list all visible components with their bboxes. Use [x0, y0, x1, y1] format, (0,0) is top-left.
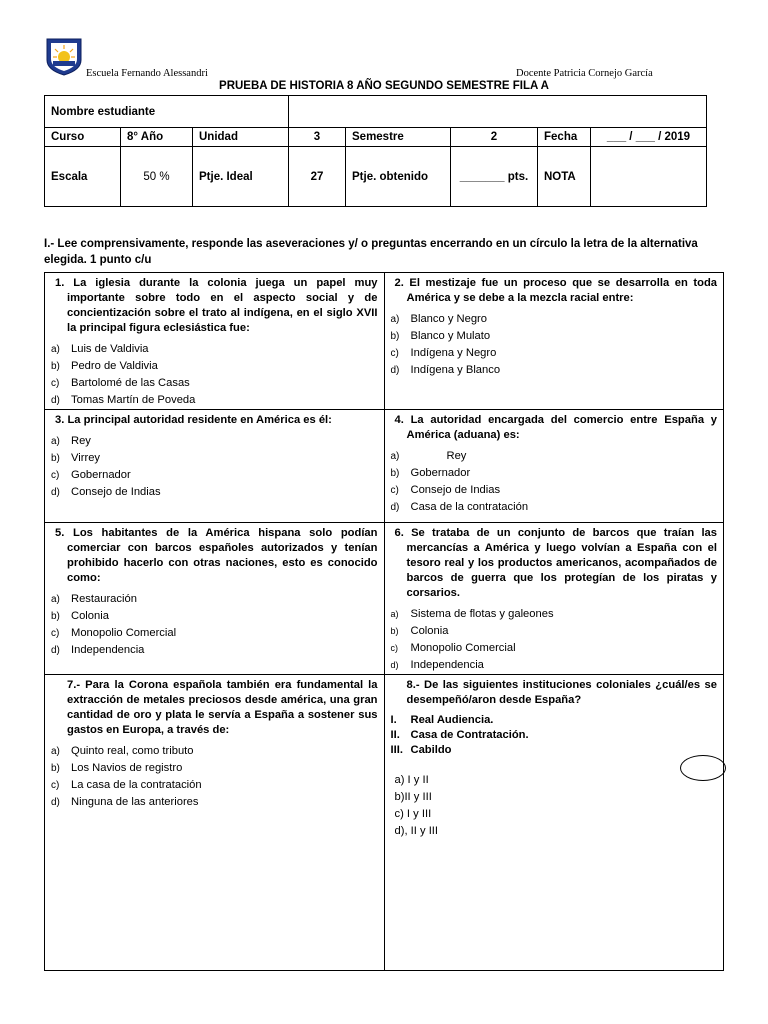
- q6-option-d[interactable]: [391, 657, 718, 674]
- q8-item-3: [391, 743, 718, 758]
- q4-a-text: Rey: [446, 450, 467, 462]
- question-7-text: 7.- Para la Corona española también era fundamental la extracción de metales preciosos desde américa, una gran cantidad de oro y plata le servía a España a sostener sus gastos en Europa, a través de:: [67, 679, 378, 736]
- q4-c-text: Consejo de Indias: [410, 484, 501, 496]
- question-1-text: 1. La iglesia durante la colonia juega un papel muy importante sobre todo en el aspecto social y de concientización sobre el trato al indígena, en el siglo XVII la principal figura eclesiástica fue:: [55, 277, 378, 334]
- q4-option-d[interactable]: [391, 499, 718, 516]
- question-1: [45, 273, 385, 410]
- q4-option-a[interactable]: [391, 448, 718, 465]
- q3-b-letter: b): [51, 453, 60, 464]
- q2-a-letter: a): [390, 314, 400, 325]
- q1-d-letter: d): [51, 395, 60, 406]
- unidad-label: Unidad: [193, 128, 289, 147]
- q8-item-3-label: Cabildo: [410, 744, 452, 756]
- q3-c-text: Gobernador: [71, 469, 131, 481]
- q8-option-a[interactable]: a) I y II: [394, 774, 429, 786]
- student-info-table: [44, 95, 707, 207]
- q2-a-text: Blanco y Negro: [410, 313, 487, 325]
- page-title: PRUEBA DE HISTORIA 8 AÑO SEGUNDO SEMESTRE FILA A: [219, 80, 549, 92]
- question-4: [384, 410, 724, 523]
- q7-option-b[interactable]: [51, 760, 378, 777]
- q4-b-letter: b): [390, 468, 400, 479]
- q5-a-letter: a): [51, 594, 60, 605]
- q8-item-2-label: Casa de Contratación.: [410, 729, 529, 741]
- q3-a-letter: a): [51, 436, 60, 447]
- q7-option-a[interactable]: [51, 743, 378, 760]
- question-8-text: 8.- De las siguientes instituciones coloniales ¿cuál/es se desempeñó/aron desde España?: [406, 679, 717, 706]
- q3-option-a[interactable]: [51, 433, 378, 450]
- q5-option-d[interactable]: [51, 642, 378, 659]
- q2-d-letter: d): [390, 365, 400, 376]
- q6-d-text: Independencia: [410, 659, 484, 671]
- question-6-text: 6. Se trataba de un conjunto de barcos que traían las mercancías a América y luego volvían a España con el tesoro real y los productos americanos, acompañados de barcos de guerra que los protegían de los piratas y corsarios.: [394, 527, 717, 599]
- escala-label: Escala: [45, 147, 121, 207]
- q8-item-2-num: II.: [390, 729, 400, 741]
- question-5: [45, 523, 385, 675]
- q7-d-letter: d): [51, 797, 60, 808]
- student-name-label: Nombre estudiante: [45, 96, 289, 128]
- q4-option-b[interactable]: [391, 465, 718, 482]
- q2-option-c[interactable]: [391, 345, 718, 362]
- q6-c-letter: c): [390, 643, 398, 653]
- question-4-text: 4. La autoridad encargada del comercio entre España y América (aduana) es:: [394, 414, 717, 441]
- curso-value: 8° Año: [121, 128, 193, 147]
- escala-value: 50 %: [121, 147, 193, 207]
- q5-option-b[interactable]: [51, 608, 378, 625]
- q2-c-letter: c): [390, 348, 399, 359]
- school-name: Escuela Fernando Alessandri: [86, 68, 208, 79]
- q3-a-text: Rey: [71, 435, 91, 447]
- question-8: [384, 675, 724, 971]
- q1-a-letter: a): [51, 344, 60, 355]
- semestre-value: 2: [451, 128, 538, 147]
- q8-item-1-num: I.: [390, 714, 397, 726]
- answer-circle-mark: [680, 755, 726, 781]
- question-7: [45, 675, 385, 971]
- fecha-field[interactable]: ___ / ___ / 2019: [591, 128, 707, 147]
- school-logo: [44, 36, 84, 76]
- q2-d-text: Indígena y Blanco: [410, 364, 501, 376]
- q4-d-text: Casa de la contratación: [410, 501, 529, 513]
- q6-a-letter: a): [390, 609, 399, 619]
- q7-option-c[interactable]: [51, 777, 378, 794]
- q7-option-d[interactable]: [51, 794, 378, 811]
- ptje-ideal-label: Ptje. Ideal: [193, 147, 289, 207]
- q8-item-2: [391, 728, 718, 743]
- q1-a-text: Luis de Valdivia: [71, 343, 149, 355]
- questions-table: [44, 272, 724, 971]
- q3-option-b[interactable]: [51, 450, 378, 467]
- q6-a-text: Sistema de flotas y galeones: [410, 608, 554, 620]
- q3-d-letter: d): [51, 487, 60, 498]
- q6-d-letter: d): [390, 660, 399, 670]
- q7-c-text: La casa de la contratación: [71, 779, 202, 791]
- q6-option-a[interactable]: [391, 606, 718, 623]
- q1-b-text: Pedro de Valdivia: [71, 360, 158, 372]
- q3-option-d[interactable]: [51, 484, 378, 501]
- q2-option-b[interactable]: [391, 328, 718, 345]
- q7-a-letter: a): [51, 746, 60, 757]
- curso-label: Curso: [45, 128, 121, 147]
- q8-item-3-num: III.: [390, 744, 403, 756]
- q5-b-text: Colonia: [71, 610, 109, 622]
- question-2-text: 2. El mestizaje fue un proceso que se desarrolla en toda América y se debe a la mezcla racial entre:: [394, 277, 717, 304]
- q6-option-b[interactable]: [391, 623, 718, 640]
- teacher-name: Docente Patricia Cornejo García: [516, 68, 653, 79]
- q1-c-text: Bartolomé de las Casas: [71, 377, 190, 389]
- question-6: [384, 523, 724, 675]
- q6-option-c[interactable]: [391, 640, 718, 657]
- unidad-value: 3: [289, 128, 346, 147]
- ptje-obtenido-field[interactable]: _______ pts.: [451, 147, 538, 207]
- q4-b-text: Gobernador: [410, 467, 471, 479]
- q4-a-letter: a): [390, 451, 400, 462]
- q7-a-text: Quinto real, como tributo: [71, 745, 194, 757]
- ptje-ideal-value: 27: [289, 147, 346, 207]
- question-2: [384, 273, 724, 410]
- q8-option-d[interactable]: d), II y III: [394, 825, 439, 837]
- q5-a-text: Restauración: [71, 593, 137, 605]
- question-5-text: 5. Los habitantes de la América hispana solo podían comerciar con barcos españoles autorizados y tenían prohibido hacerlo con otras naciones, esto es conocido como:: [55, 527, 378, 584]
- q7-b-letter: b): [51, 763, 60, 774]
- fecha-label: Fecha: [538, 128, 591, 147]
- q5-d-letter: d): [51, 645, 60, 656]
- question-3-text: 3. La principal autoridad residente en América es él:: [55, 414, 332, 426]
- semestre-label: Semestre: [346, 128, 451, 147]
- question-3: [45, 410, 385, 523]
- q2-b-letter: b): [390, 331, 400, 342]
- ptje-obtenido-label: Ptje. obtenido: [346, 147, 451, 207]
- q5-d-text: Independencia: [71, 644, 145, 656]
- q4-c-letter: c): [390, 485, 399, 496]
- q8-item-1: [391, 713, 718, 728]
- q7-d-text: Ninguna de las anteriores: [71, 796, 199, 808]
- q1-option-a[interactable]: [51, 341, 378, 358]
- nota-label: NOTA: [538, 147, 591, 207]
- q3-option-c[interactable]: [51, 467, 378, 484]
- q1-option-d[interactable]: [51, 392, 378, 409]
- q6-b-letter: b): [390, 626, 399, 636]
- q5-c-text: Monopolio Comercial: [71, 627, 177, 639]
- q1-b-letter: b): [51, 361, 60, 372]
- q8-item-1-label: Real Audiencia.: [410, 714, 494, 726]
- q6-b-text: Colonia: [410, 625, 449, 637]
- q5-option-c[interactable]: [51, 625, 378, 642]
- q8-option-c[interactable]: c) I y III: [394, 808, 432, 820]
- q6-c-text: Monopolio Comercial: [410, 642, 516, 654]
- instructions: I.- Lee comprensivamente, responde las aseveraciones y/ o preguntas encerrando en un círculo la letra de la alternativa elegida. 1 punto c/u: [44, 238, 698, 266]
- q2-c-text: Indígena y Negro: [410, 347, 497, 359]
- q2-option-a[interactable]: [391, 311, 718, 328]
- nota-field[interactable]: [591, 147, 707, 207]
- q5-c-letter: c): [51, 628, 60, 639]
- q3-b-text: Virrey: [71, 452, 101, 464]
- q3-c-letter: c): [51, 470, 60, 481]
- q7-c-letter: c): [51, 780, 60, 791]
- q3-d-text: Consejo de Indias: [71, 486, 161, 498]
- q8-option-b[interactable]: b)II y III: [394, 791, 432, 803]
- q1-c-letter: c): [51, 378, 60, 389]
- q1-option-c[interactable]: [51, 375, 378, 392]
- q1-d-text: Tomas Martín de Poveda: [71, 394, 196, 406]
- q7-b-text: Los Navios de registro: [71, 762, 183, 774]
- student-name-field[interactable]: [289, 96, 707, 128]
- q2-option-d[interactable]: [391, 362, 718, 379]
- q4-d-letter: d): [390, 502, 400, 513]
- q5-option-a[interactable]: [51, 591, 378, 608]
- q4-option-c[interactable]: [391, 482, 718, 499]
- q5-b-letter: b): [51, 611, 60, 622]
- q2-b-text: Blanco y Mulato: [410, 330, 491, 342]
- q1-option-b[interactable]: [51, 358, 378, 375]
